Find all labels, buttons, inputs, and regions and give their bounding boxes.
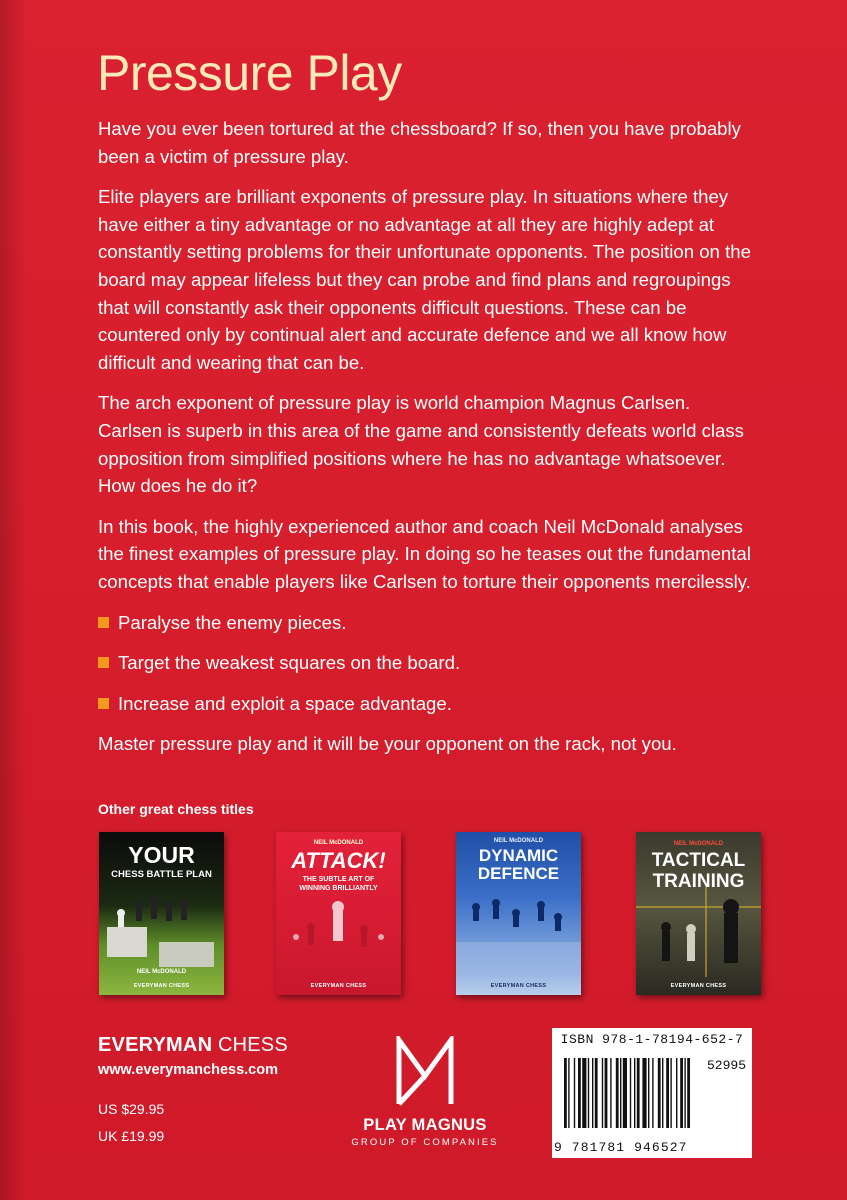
bullet-text: Paralyse the enemy pieces. xyxy=(118,611,347,633)
barcode xyxy=(552,1028,752,1158)
logo-subtitle: GROUP OF COMPANIES xyxy=(351,1137,499,1148)
book-author: NEIL McDONALD xyxy=(136,969,187,975)
book-title-line: THE SUBTLE ART OF xyxy=(302,876,375,883)
ean-number: 9 781781 946527 xyxy=(554,1140,688,1155)
blurb-paragraph: In this book, the highly experienced author and coach Neil McDonald analyses the finest examples of pressure play. In doing so he teases out the fundamental concepts that enable players like Carlsen to torture their opponents mercilessly. xyxy=(98,515,751,592)
bullet-item xyxy=(98,649,758,677)
book-publisher: EVERYMAN CHESS xyxy=(490,983,547,989)
bullet-list xyxy=(98,609,758,718)
isbn-number: ISBN 978-1-78194-652-7 xyxy=(560,1032,744,1047)
closing-line: Master pressure play and it will be your opponent on the rack, not you. xyxy=(98,733,677,755)
book-publisher: EVERYMAN CHESS xyxy=(310,983,367,989)
book-cover-tactical-training xyxy=(636,832,761,995)
book-author: NEIL McDONALD xyxy=(673,841,724,847)
publisher-name-light: CHESS xyxy=(212,1034,288,1056)
publisher-name-bold: EVERYMAN xyxy=(98,1034,213,1056)
book-cover-attack xyxy=(276,832,401,995)
bullet-item xyxy=(98,609,758,637)
book-title-line: TACTICAL xyxy=(651,850,746,871)
book-cover-dynamic-defence xyxy=(456,832,581,995)
book-author: NEIL McDONALD xyxy=(493,838,544,844)
book-publisher: EVERYMAN CHESS xyxy=(670,983,727,989)
chess-pieces-icon xyxy=(99,887,224,977)
blurb-paragraph: The arch exponent of pressure play is world champion Magnus Carlsen. Carlsen is superb in this area of the game and consistently defeats world class opposition from simplified positions where he has no advantage whatsoever. How does he do it? xyxy=(98,392,744,497)
bullet-text: Increase and exploit a space advantage. xyxy=(118,692,452,714)
book-title-line: ATTACK! xyxy=(291,848,386,873)
book-title-line: TRAINING xyxy=(652,871,745,892)
book-cover-your-chess-battle-plan xyxy=(99,832,224,995)
blurb-paragraph: Elite players are brilliant exponents of pressure play. In situations where they have either a tiny advantage or no advantage at all they are highly adept at constantly setting problems for their unfortunate opponents. The position on the board may appear lifeless but they can probe and find plans and regroupings that will constantly ask their opponents difficult questions. These can be countered only by continual alert and accurate defence and we all know how difficult and wearing that can be. xyxy=(98,186,751,373)
play-magnus-logo-icon xyxy=(385,1036,465,1108)
bullet-square-icon xyxy=(98,657,109,668)
barcode-bars-icon xyxy=(564,1058,750,1144)
book-title-line: CHESS BATTLE PLAN xyxy=(111,869,212,880)
bullet-item xyxy=(98,690,758,718)
blurb-paragraph: Have you ever been tortured at the chessboard? If so, then you have probably been a victim of pressure play. xyxy=(98,118,741,167)
book-title-line: DYNAMIC xyxy=(478,846,559,865)
spine-shadow xyxy=(0,0,26,1200)
barcode-price-code: 52995 xyxy=(706,1058,746,1073)
chess-pieces-icon xyxy=(456,887,581,977)
bullet-text: Target the weakest squares on the board. xyxy=(118,652,461,674)
price-uk: UK £19.99 xyxy=(98,1128,165,1144)
price-us: US $29.95 xyxy=(98,1101,165,1117)
chess-pieces-icon xyxy=(276,887,401,977)
book-publisher: EVERYMAN CHESS xyxy=(133,983,190,989)
book-title-line: YOUR xyxy=(128,842,195,868)
chess-pieces-icon xyxy=(636,887,761,977)
publisher-name xyxy=(98,1034,288,1057)
logo-name: PLAY MAGNUS xyxy=(363,1116,487,1134)
other-titles-label: Other great chess titles xyxy=(98,801,254,817)
book-title-line: WINNING BRILLIANTLY xyxy=(299,885,378,892)
book-title: Pressure Play xyxy=(97,45,402,101)
book-title-line: DEFENCE xyxy=(477,864,560,883)
blurb xyxy=(98,115,758,771)
publisher-url: www.everymanchess.com xyxy=(98,1062,278,1078)
book-author: NEIL McDONALD xyxy=(313,840,364,846)
bullet-square-icon xyxy=(98,698,109,709)
bullet-square-icon xyxy=(98,617,109,628)
